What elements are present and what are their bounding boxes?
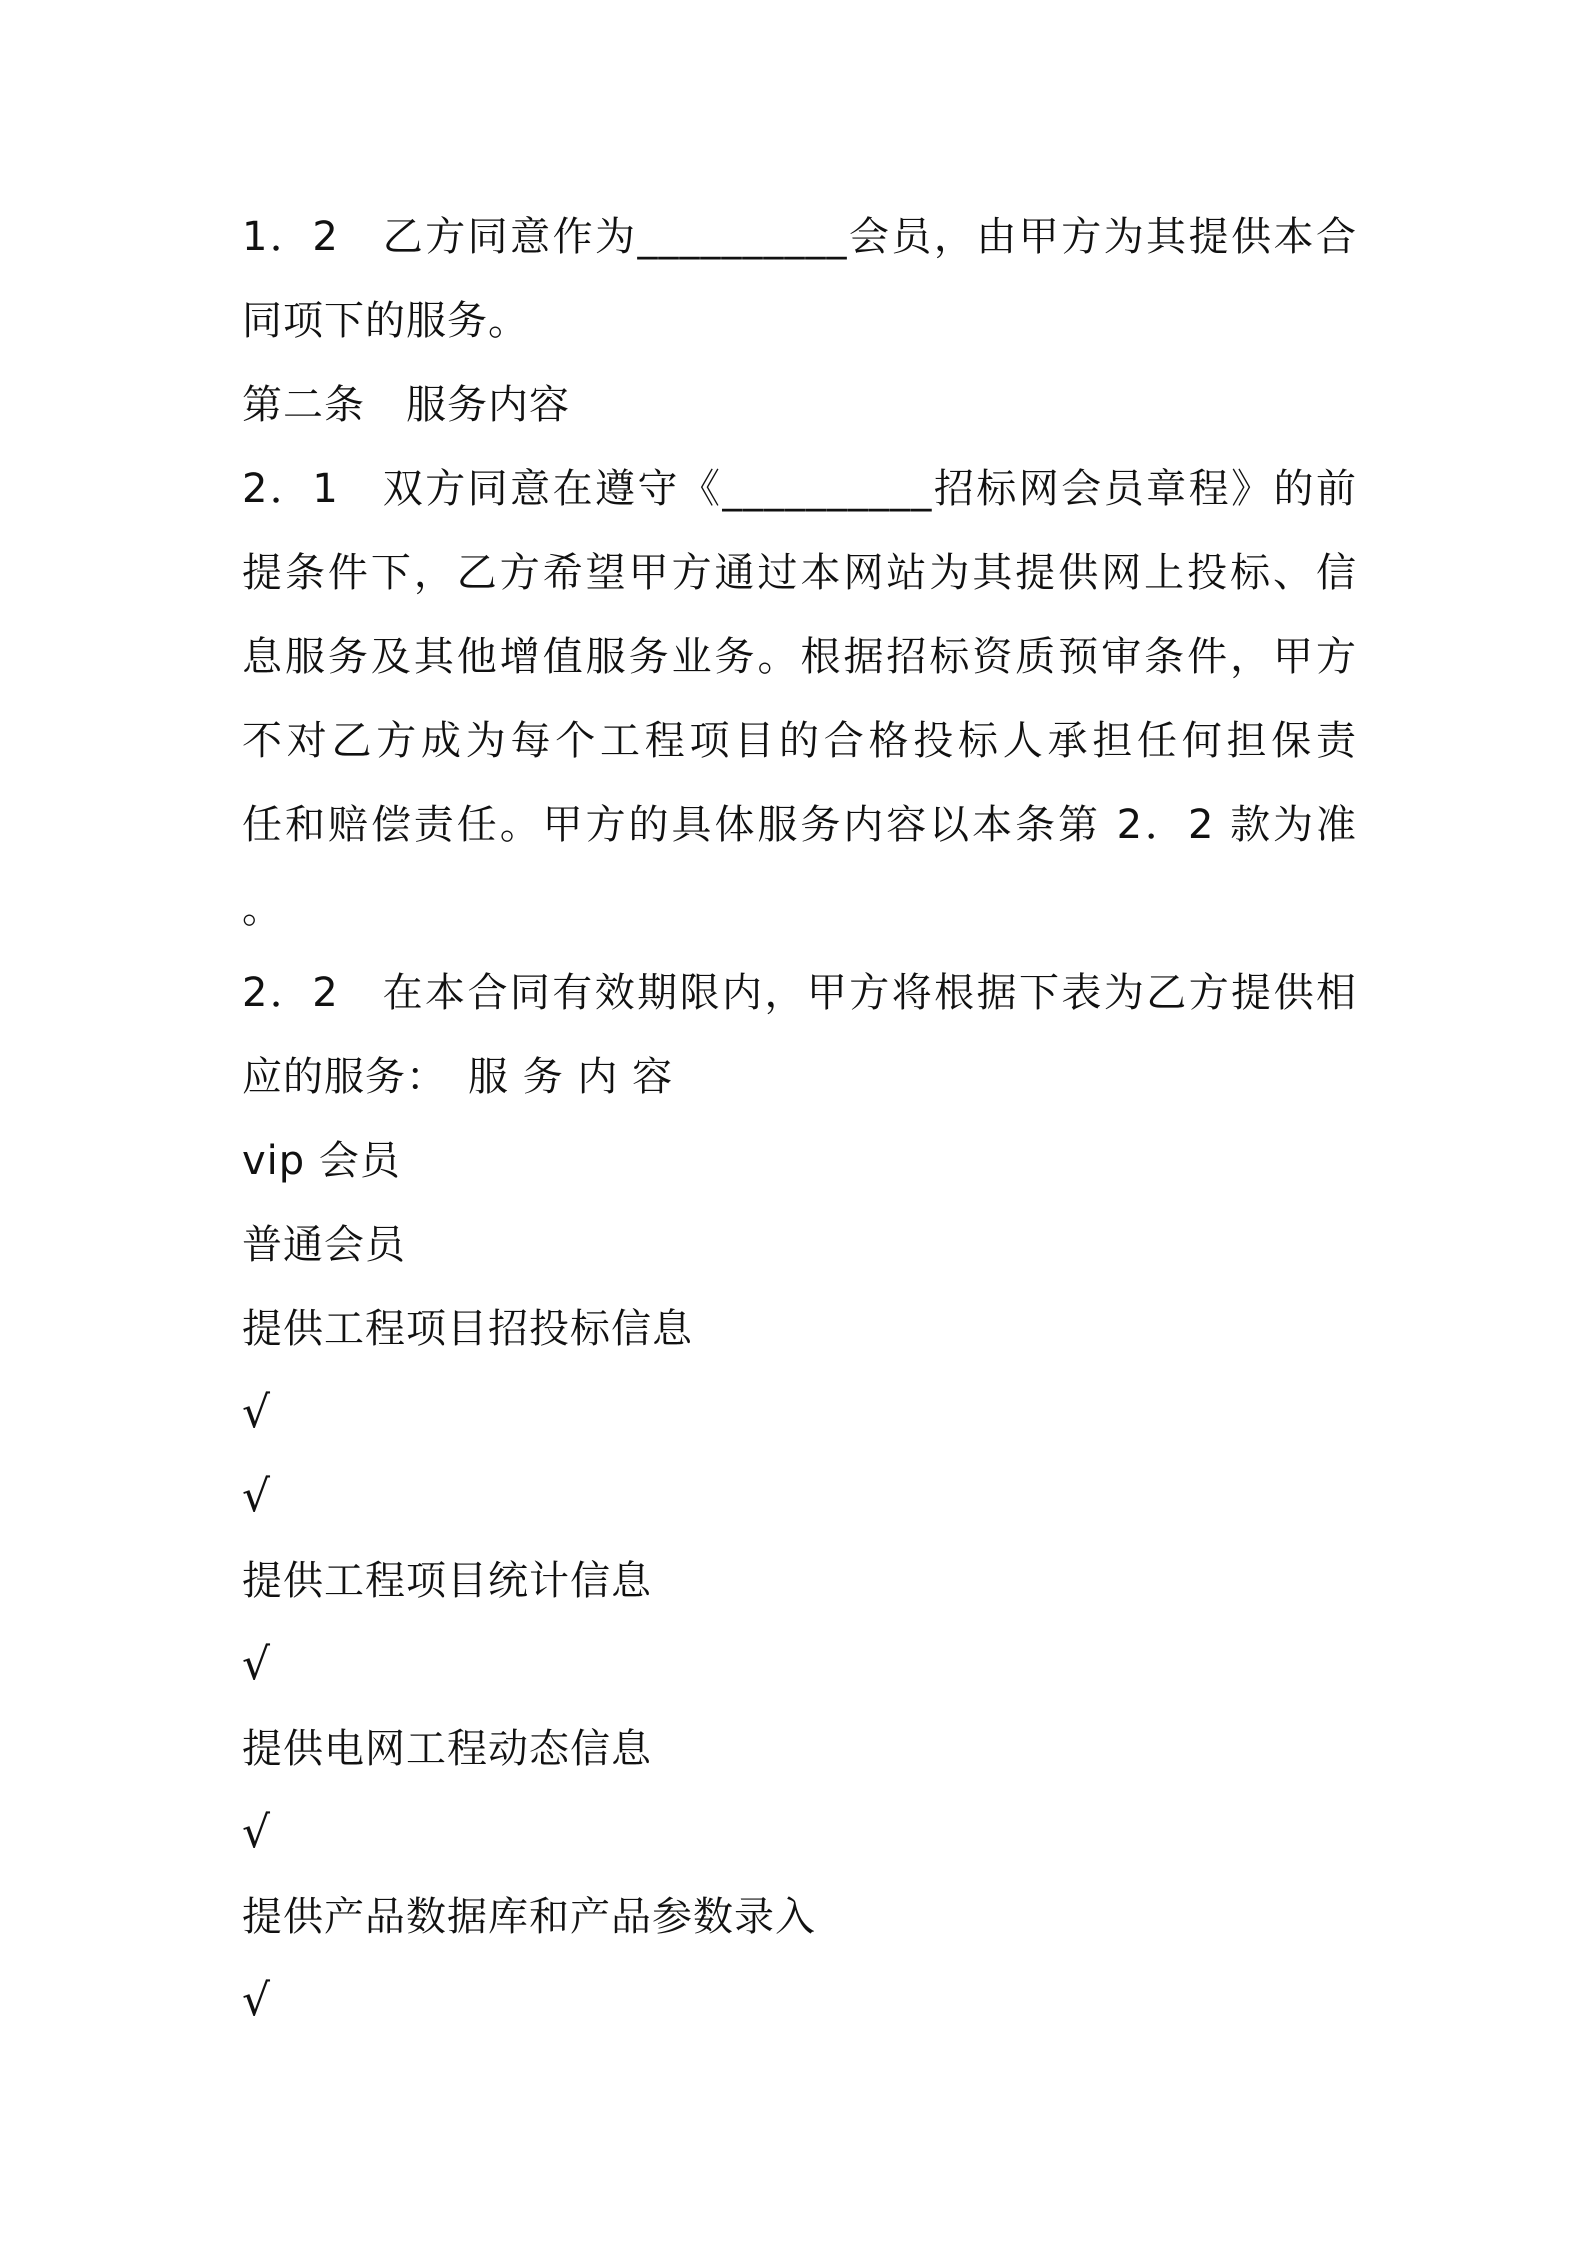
- table-header-regular: 普通会员: [242, 1222, 406, 1268]
- clause-2-1-line-2: 提条件下，乙方希望甲方通过本网站为其提供网上投标、信: [242, 550, 1357, 596]
- clause-2-1-line-5: 任和赔偿责任。甲方的具体服务内容以本条第 2．2 款为准: [242, 802, 1357, 848]
- table-header-vip: vip 会员: [242, 1138, 401, 1184]
- clause-2-1-line-4: 不对乙方成为每个工程项目的合格投标人承担任何担保责: [242, 718, 1357, 764]
- clause-1-2-line-1: 1．2 乙方同意作为__________会员，由甲方为其提供本合: [242, 214, 1357, 260]
- clause-2-2-line-1: 2．2 在本合同有效期限内，甲方将根据下表为乙方提供相: [242, 970, 1357, 1016]
- clause-2-2-line-2: 应的服务： 服 务 内 容: [242, 1054, 674, 1100]
- service-item-statistics-info: 提供工程项目统计信息: [242, 1558, 652, 1604]
- check-mark-icon: √: [242, 1639, 271, 1690]
- document-body: [242, 195, 1357, 2043]
- clause-2-1-line-6: 。: [242, 886, 283, 932]
- clause-1-2-line-2: 同项下的服务。: [242, 298, 529, 344]
- check-mark-icon: √: [242, 1471, 271, 1522]
- service-item-product-database: 提供产品数据库和产品参数录入: [242, 1894, 816, 1940]
- clause-2-1-line-1: 2．1 双方同意在遵守《__________招标网会员章程》的前: [242, 466, 1357, 512]
- check-mark-icon: √: [242, 1807, 271, 1858]
- check-mark-icon: √: [242, 1975, 271, 2026]
- clause-2-1-line-3: 息服务及其他增值服务业务。根据招标资质预审条件，甲方: [242, 634, 1357, 680]
- article-2-heading: 第二条 服务内容: [242, 382, 570, 428]
- service-item-bidding-info: 提供工程项目招投标信息: [242, 1306, 693, 1352]
- check-mark-icon: √: [242, 1387, 271, 1438]
- service-item-grid-project-info: 提供电网工程动态信息: [242, 1726, 652, 1772]
